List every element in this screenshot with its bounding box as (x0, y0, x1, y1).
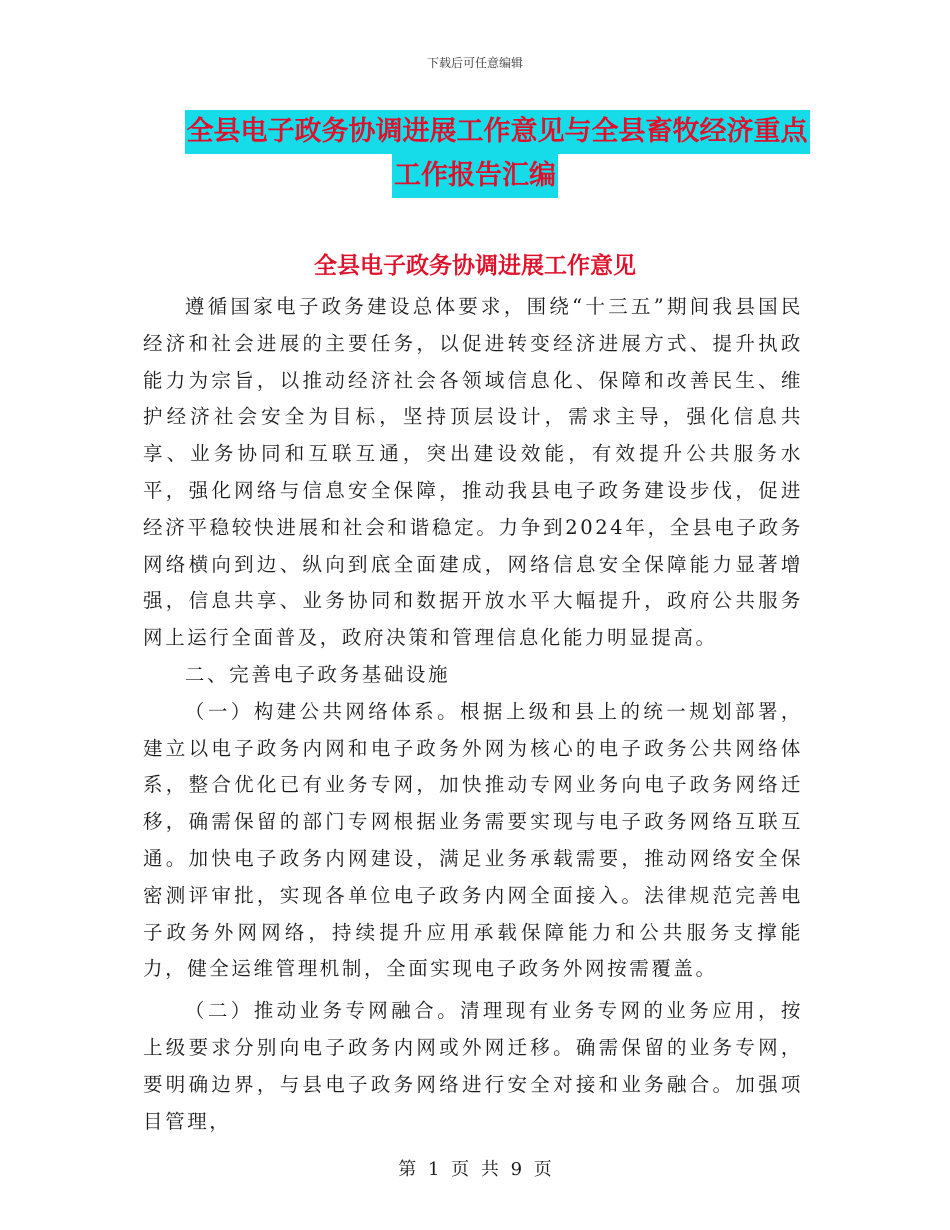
document-title-line-2: 工作报告汇编 (392, 154, 558, 198)
section-title: 全县电子政务协调进展工作意见 (314, 253, 636, 279)
document-title (0, 110, 950, 198)
body-paragraph-intro: 遵循国家电子政务建设总体要求，围绕“十三五”期间我县国民经济和社会进展的主要任务，以促进转变经济进展方式、提升执政能力为宗旨，以推动经济社会各领域信息化、保障和改善民生、维护经济社会安全为目标，坚持顶层设计，需求主导，强化信息共享、业务协同和互联互通，突出建设效能，有效提升公共服务水平，强化网络与信息安全保障，推动我县电子政务建设步伐，促进经济平稳较快进展和社会和谐稳定。力争到2024年，全县电子政务网络横向到边、纵向到底全面建成，网络信息安全保障能力显著增强，信息共享、业务协同和数据开放水平大幅提升，政府公共服务网上运行全面普及，政府决策和管理信息化能力明显提高。 (143, 295, 803, 650)
page-footer-number: 第 1 页 共 9 页 (398, 1159, 552, 1180)
document-body (143, 289, 803, 1140)
document-title-line-1: 全县电子政务协调进展工作意见与全县畜牧经济重点 (185, 110, 810, 154)
page-header-note: 下载后可任意编辑 (426, 56, 523, 70)
body-paragraph-network-merge: （二）推动业务专网融合。清理现有业务专网的业务应用，按上级要求分别向电子政务内网或外网迁移。确需保留的业务专网，要明确边界，与县电子政务网络进行安全对接和业务融合。加强项目管理， (143, 999, 803, 1133)
body-paragraph-network-system: （一）构建公共网络体系。根据上级和县上的统一规划部署，建立以电子政务内网和电子政务外网为核心的电子政务公共网络体系，整合优化已有业务专网，加快推动专网业务向电子政务网络迁移，确需保留的部门专网根据业务需要实现与电子政务网络互联互通。加快电子政务内网建设，满足业务承载需要，推动网络安全保密测评审批，实现各单位电子政务内网全面接入。法律规范完善电子政务外网网络，持续提升应用承载保障能力和公共服务支撑能力，健全运维管理机制，全面实现电子政务外网按需覆盖。 (143, 699, 803, 981)
body-heading-infrastructure: 二、完善电子政务基础设施 (184, 662, 451, 686)
